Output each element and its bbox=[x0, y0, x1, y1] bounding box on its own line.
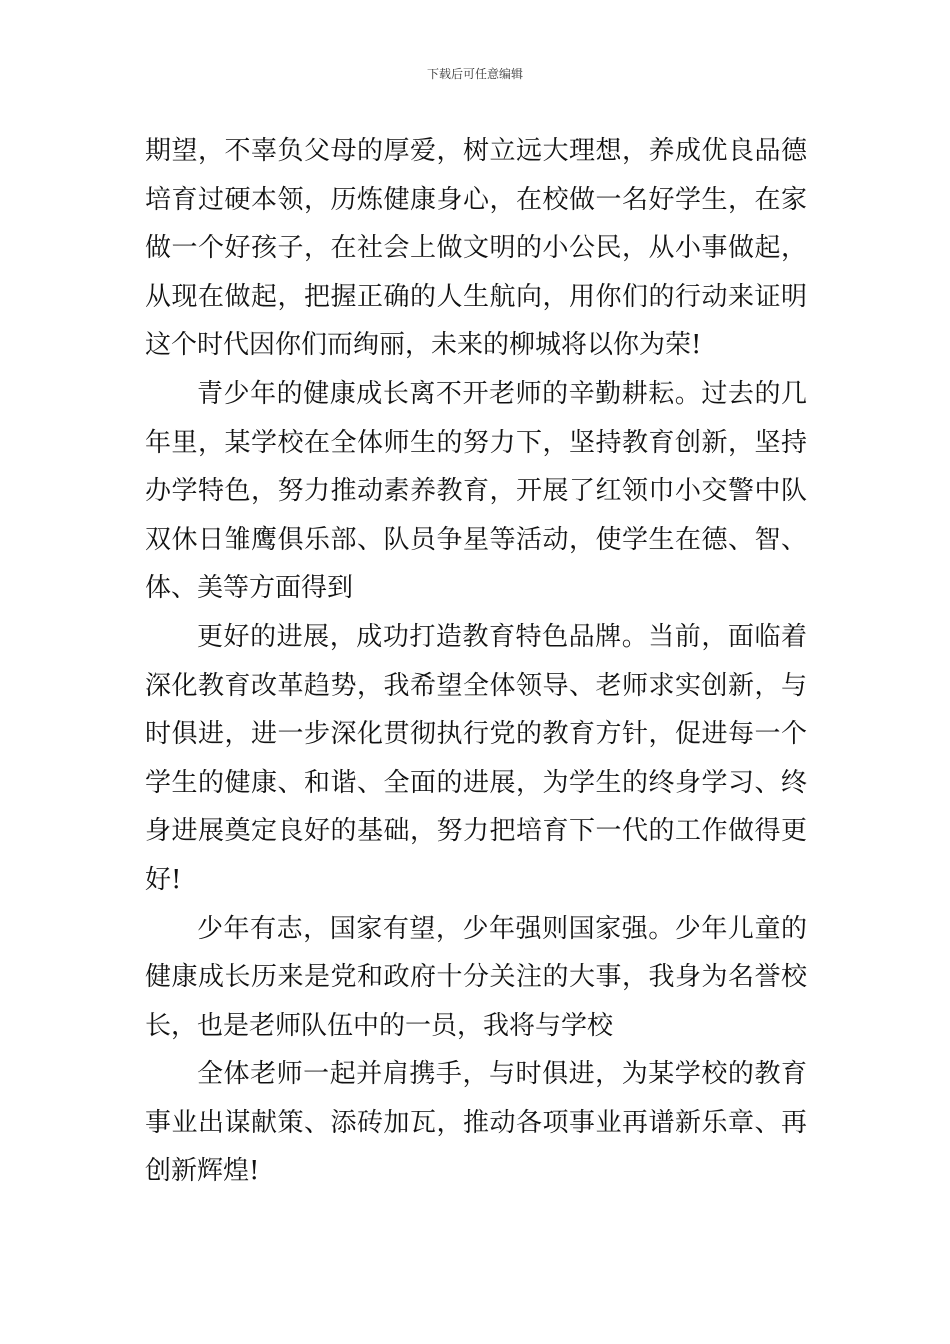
paragraph-4: 少年有志，国家有望，少年强则国家强。少年儿童的健康成长历来是党和政府十分关注的大事，我身为名誉校长，也是老师队伍中的一员，我将与学校 bbox=[145, 913, 807, 1041]
page-header: 下载后可任意编辑 bbox=[426, 67, 523, 81]
paragraph-3: 更好的进展，成功打造教育特色品牌。当前，面临着深化教育改革趋势，我希望全体领导、老师求实创新，与时俱进，进一步深化贯彻执行党的教育方针，促进每一个学生的健康、和谐、全面的进展，为学生的终身学习、终身进展奠定良好的基础，努力把培育下一代的工作做得更好! bbox=[145, 621, 807, 895]
document-body bbox=[145, 127, 807, 1196]
paragraph-2: 青少年的健康成长离不开老师的辛勤耕耘。过去的几年里，某学校在全体师生的努力下，坚持教育创新，坚持办学特色，努力推动素养教育，开展了红领巾小交警中队双休日雏鹰俱乐部、队员争星等活动，使学生在德、智、体、美等方面得到 bbox=[145, 378, 807, 604]
paragraph-1: 期望，不辜负父母的厚爱，树立远大理想，养成优良品德培育过硬本领，历炼健康身心，在校做一名好学生，在家做一个好孩子，在社会上做文明的小公民，从小事做起，从现在做起，把握正确的人生航向，用你们的行动来证明这个时代因你们而绚丽，未来的柳城将以你为荣! bbox=[145, 136, 807, 361]
paragraph-5: 全体老师一起并肩携手，与时俱进，为某学校的教育事业出谋献策、添砖加瓦，推动各项事业再谱新乐章、再创新辉煌! bbox=[145, 1059, 807, 1187]
